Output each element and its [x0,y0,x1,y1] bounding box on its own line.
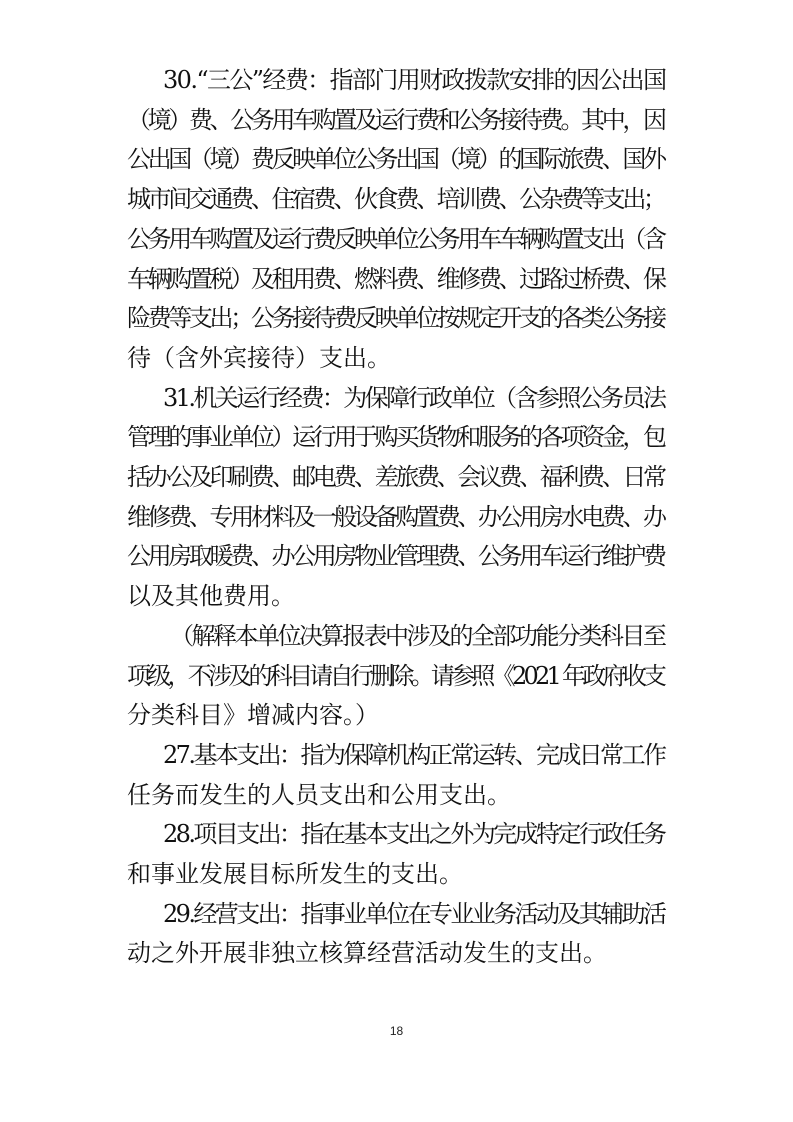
text-line: 任务而发生的人员支出和公用支出。 [127,781,511,809]
text-line: 管理的事业单位）运行用于购买货物和服务的各项资金，包 [127,423,664,451]
text-line: 险费等支出；公务接待费反映单位按规定开支的各类公务接 [127,304,664,332]
text-line: 以及其他费用。 [127,582,295,610]
text-line: 27.基本支出：指为保障机构正常运转、完成日常工作 [163,741,665,769]
text-line: 分类科目》增减内容。） [127,701,379,729]
text-line: 28.项目支出：指在基本支出之外为完成特定行政任务 [163,820,665,848]
text-line: 括办公及印刷费、邮电费、差旅费、会议费、福利费、日常 [127,463,664,491]
text-line: 动之外开展非独立核算经营活动发生的支出。 [127,939,607,967]
text-line: 公务用车购置及运行费反映单位公务用车车辆购置支出（含 [127,225,664,253]
text-line: 车辆购置税）及租用费、燃料费、维修费、过路过桥费、保 [127,265,664,293]
text-line: 项级，不涉及的科目请自行删除。请参照《2021 年政府收支 [127,662,664,690]
text-line: 公出国（境）费反映单位公务出国（境）的国际旅费、国外 [127,145,664,173]
text-line: 29.经营支出：指事业单位在专业业务活动及其辅助活 [163,900,665,928]
page-number: 18 [389,1024,404,1038]
text-line: 30.“三公”经费：指部门用财政拨款安排的因公出国 [163,66,666,94]
text-line: 待（含外宾接待）支出。 [127,344,391,372]
text-line: 城市间交通费、住宿费、伙食费、培训费、公杂费等支出； [127,185,664,213]
text-line: （解释本单位决算报表中涉及的全部功能分类科目至 [170,622,665,650]
text-line: 和事业发展目标所发生的支出。 [127,860,463,888]
text-line: 维修费、专用材料及一般设备购置费、办公用房水电费、办 [127,503,664,531]
text-line: 31.机关运行经费：为保障行政单位（含参照公务员法 [163,384,665,412]
text-line: （境）费、公务用车购置及运行费和公务接待费。其中，因 [127,106,664,134]
text-line: 公用房取暖费、办公用房物业管理费、公务用车运行维护费 [127,542,664,570]
